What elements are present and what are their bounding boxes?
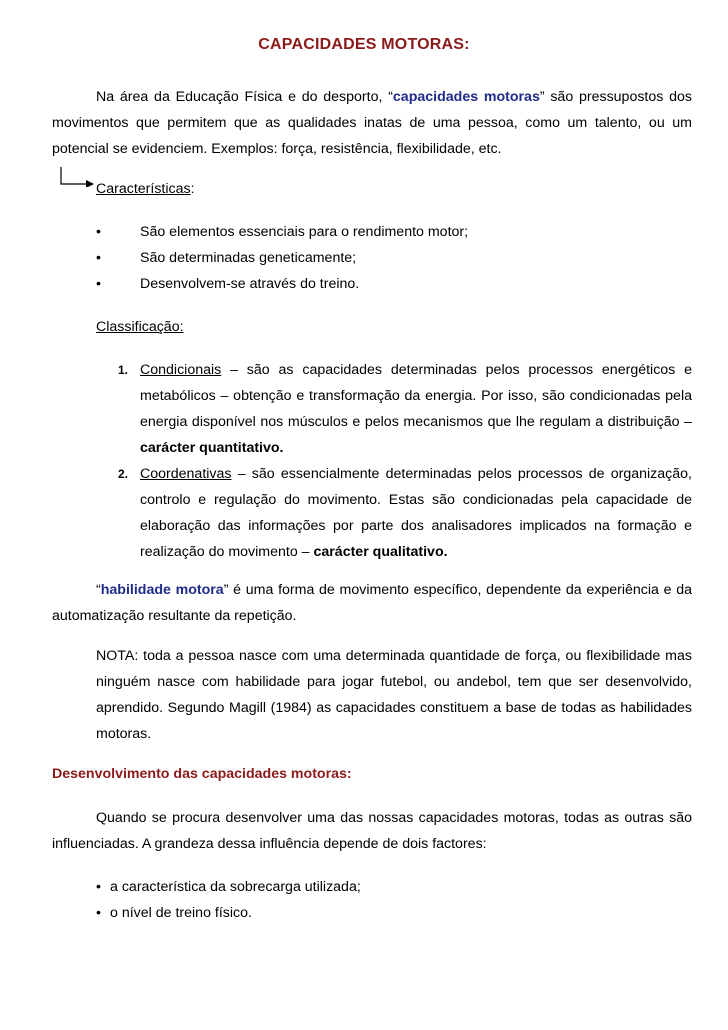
development-item-text: o nível de treino físico.: [110, 905, 252, 921]
classification-term: Coordenativas: [140, 466, 232, 482]
classification-emphasis: carácter qualitativo.: [313, 544, 448, 560]
bullet-icon: •: [96, 879, 101, 895]
bullet-icon: •: [96, 250, 101, 266]
list-number: 2.: [118, 467, 129, 481]
characteristic-text: São elementos essenciais para o rendimento motor;: [140, 224, 469, 240]
intro-term: capacidades motoras: [392, 89, 540, 105]
skill-paragraph: [52, 577, 692, 629]
bullet-icon: •: [96, 905, 101, 921]
characteristic-text: São determinadas geneticamente;: [140, 250, 357, 266]
classification-heading: Classificação:: [96, 319, 184, 335]
characteristics-heading-colon: :: [190, 181, 195, 197]
list-number: 1.: [118, 363, 129, 377]
page-title: CAPACIDADES MOTORAS:: [258, 36, 470, 53]
arrow-icon: [60, 167, 94, 187]
intro-paragraph: [52, 84, 692, 162]
skill-term: habilidade motora: [100, 582, 224, 598]
classification-emphasis: carácter quantitativo.: [140, 440, 284, 456]
skill-text: ” é uma forma de movimento específico, dependente da experiência e da automatização resultante da repetição.: [52, 582, 693, 624]
skill-quote-open: “: [96, 582, 101, 598]
classification-term: Condicionais: [140, 362, 222, 378]
classification-list: [118, 357, 692, 565]
characteristics-heading-label: Características: [96, 181, 191, 197]
list-item: [118, 461, 692, 565]
bullet-icon: •: [96, 276, 101, 292]
development-paragraph: Quando se procura desenvolver uma das nossas capacidades motoras, todas as outras são influenciadas. A grandeza dessa influência depende de dois factores:: [52, 810, 692, 852]
classification-text: – são as capacidades determinadas pelos processos energéticos e metabólicos – obtenção e transformação da energia. Por isso, são condicionadas pela energia disponível nos músculos e pelos mecanismos que lhe regulam a distribuição –: [140, 362, 692, 430]
bullet-icon: •: [96, 224, 101, 240]
characteristics-heading: [96, 176, 195, 202]
list-item: [118, 357, 692, 461]
intro-text-start: Na área da Educação Física e do desporto, “: [96, 89, 393, 105]
characteristic-text: Desenvolvem-se através do treino.: [140, 276, 360, 292]
note-paragraph: NOTA: toda a pessoa nasce com uma determinada quantidade de força, ou flexibilidade mas ninguém nasce com habilidade para jogar futebol, ou andebol, tem que ser desenvolvido, aprendido. Segundo Magill (1984) as capacidades constituem a base de todas as habilidades motoras.: [96, 648, 692, 742]
classification-text: – são essencialmente determinadas pelos processos de organização, controlo e regulação do movimento. Estas são condicionadas pela capacidade de elaboração das informações por parte dos analisadores implicados na formação e realização do movimento –: [140, 466, 692, 560]
development-item-text: a característica da sobrecarga utilizada;: [110, 879, 361, 895]
development-heading: Desenvolvimento das capacidades motoras:: [52, 766, 352, 782]
intro-text-end: ” são pressupostos dos movimentos que permitem que as qualidades inatas de uma pessoa, como um talento, ou um potencial se evidenciem. Exemplos: força, resistência, flexibilidade, etc.: [52, 89, 692, 157]
